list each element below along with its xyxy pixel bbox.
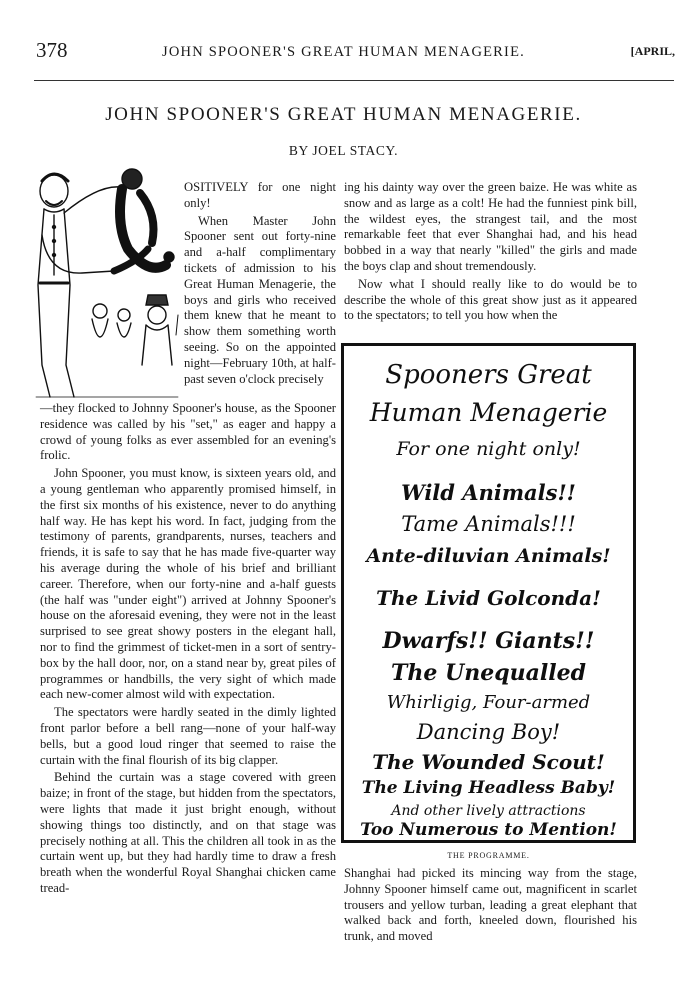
page-header xyxy=(0,38,687,78)
poster-line: The Wounded Scout! xyxy=(372,750,605,774)
byline: BY JOEL STACY. xyxy=(288,143,399,158)
poster-line: Human Menagerie xyxy=(369,398,608,427)
issue-month: [APRIL, xyxy=(630,44,675,58)
running-title: JOHN SPOONER'S GREAT HUMAN MENAGERIE. xyxy=(162,44,525,60)
poster-line: Dwarfs!! Giants!! xyxy=(382,628,595,654)
article-title: JOHN SPOONER'S GREAT HUMAN MENAGERIE. xyxy=(105,104,582,125)
paragraph: John Spooner, you must know, is sixteen years old, and a young gentleman who apparently promised himself, in the first six months of his existence, never to do anything half way. He has kept his word. In fact, judging from the testimony of parents, grandparents, nurses, teachers and friends, it is safe to say that he has made five-quarter way his average during the whole of his brief and brilliant career. Therefore, when our forty-nine and a-half guests (the half was "under eight") arrived at Johnny Spooner's house on the aforesaid evening, they were not in the least surprised to see great showy posters in the elegant hall, nor to find the grimmest of ticket-men in a sort of sentry-box by the hall door, nor, on a stand near by, great piles of programmes or handbills, the very sight of which made each new-comer almost wild with expectation. xyxy=(40,466,336,702)
paragraph: ing his dainty way over the green baize. He was white as snow and as large as a colt! He had the funniest pink bill, the wildest eyes, the strangest tail, and the most remarkable feet that ever Shanghai had, and his head bobbed in a way that nearly "killed" the girls and made the boys clap and shout tremendously. xyxy=(344,180,637,273)
poster-line: For one night only! xyxy=(396,438,581,460)
poster-line: Too Numerous to Mention! xyxy=(360,820,617,840)
poster-line: Wild Animals!! xyxy=(401,480,576,505)
paragraph: —they flocked to Johnny Spooner's house, as the Spooner residence was called by his "set," as eager and happy a crowd of young folks as ever assembled for an evening's frolic. xyxy=(40,401,336,463)
poster-line: Spooners Great xyxy=(385,360,592,390)
programme-poster xyxy=(341,343,636,843)
column-2-bottom-text xyxy=(344,866,637,947)
column-1-text xyxy=(40,401,336,899)
poster-line: Whirligig, Four-armed xyxy=(386,692,591,713)
poster-line: The Living Headless Baby! xyxy=(361,778,616,798)
column-2-top-text xyxy=(344,180,637,326)
paragraph: The spectators were hardly seated in the dimly lighted front parlor before a bell rang—none of your half-way bells, but a good loud ringer that seemed to raise the curtain with the final flourish of its big clapper. xyxy=(40,705,336,767)
poster-line: Dancing Boy! xyxy=(416,720,561,744)
column-1-wrapped-text xyxy=(184,180,336,389)
poster-line: The Livid Golconda! xyxy=(376,586,601,610)
poster-line: Tame Animals!!! xyxy=(401,512,576,536)
header-rule xyxy=(34,80,674,81)
opening-paragraph: OSITIVELY for one night only! xyxy=(184,180,336,210)
poster-caption: THE PROGRAMME. xyxy=(447,851,530,860)
initial-p-illustration xyxy=(28,165,180,400)
poster-line: Ante-diluvian Animals! xyxy=(366,545,611,567)
page-number: 378 xyxy=(36,38,68,62)
paragraph: Shanghai had picked its mincing way from the stage, Johnny Spooner himself came out, magnificent in scarlet trousers and yellow turban, leading a great elephant that walked back and forth, kneeled down, flourished his trunk, and moved xyxy=(344,866,637,944)
paragraph: Behind the curtain was a stage covered with green baize; in front of the stage, but hidden from the spectators, were lights that made it just bright enough, without showing things too distinctly, and on that stage was precisely nothing at all. This the children all took in as the curtain went up, but they had hardly time to draw a fresh breath when the wonderful Royal Shanghai chicken came tread- xyxy=(40,770,336,895)
paragraph: Now what I should really like to do would be to describe the whole of this great show just as it appeared to the spectators; to tell you how when the xyxy=(344,276,637,323)
poster-line: The Unequalled xyxy=(391,660,586,686)
paragraph: When Master John Spooner sent out forty-nine and a-half complimentary tickets of admission to his Great Human Menagerie, the boys and girls who received them knew that he meant to show them something worth seeing. So on the appointed night—February 10th, at half-past seven o'clock precisely xyxy=(184,213,336,386)
poster-line: And other lively attractions xyxy=(391,803,586,819)
